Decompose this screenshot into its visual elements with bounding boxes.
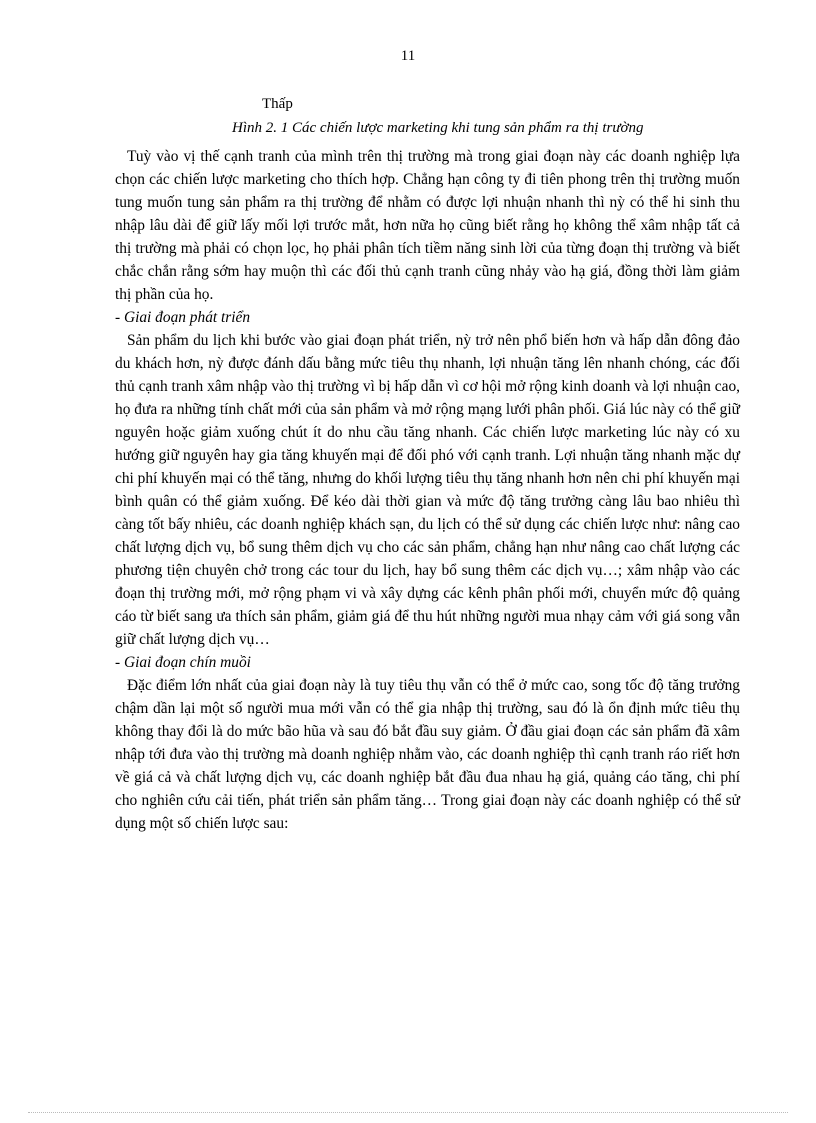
section-heading-growth: - Giai đoạn phát triển xyxy=(115,309,251,326)
page-bottom-divider xyxy=(28,1112,788,1113)
figure-axis-label: Thấp xyxy=(262,96,293,112)
paragraph-maturity: Đặc điểm lớn nhất của giai đoạn này là tuy tiêu thụ vẫn có thể ở mức cao, song tốc độ tăng trưởng chậm dần lại một số người mua mới vẫn có thể gia nhập thị trường, sau đó là ổn định mức tiêu thụ không thay đổi là do mức bão hũa và sau đó bắt đầu suy giảm. Ở đầu giai đoạn các sản phẩm đã xâm nhập tới đưa vào thị trường mà doanh nghiệp nhằm vào, các doanh nghiệp thì cạnh tranh ráo riết hơn về giá cả và chất lượng dịch vụ, các doanh nghiệp bắt đầu đua nhau hạ giá, quảng cáo tăng, chi phí cho nghiên cứu cải tiến, phát triển sản phẩm tăng… Trong giai đoạn này các doanh nghiệp có thể sử dụng một số chiến lược sau: xyxy=(115,677,740,832)
section-heading-maturity: - Giai đoạn chín muồi xyxy=(115,654,251,671)
page-number: 11 xyxy=(400,48,416,64)
paragraph-growth: Sản phẩm du lịch khi bước vào giai đoạn phát triển, nỳ trở nên phổ biến hơn và hấp dẫn đông đảo du khách hơn, nỳ được đánh dấu bằng mức tiêu thụ nhanh, lợi nhuận tăng lên nhanh chóng, các đối thủ cạnh tranh xâm nhập vào thị trường vì bị hấp dẫn vì cơ hội mở rộng kinh doanh và lợi nhuận cao, họ đưa ra những tính chất mới của sản phẩm và mở rộng mạng lưới phân phối. Giá lúc này có thể giữ nguyên hoặc giảm xuống chút ít do nhu cầu tăng nhanh. Các chiến lược marketing lúc này có xu hướng giữ nguyên hay gia tăng khuyến mại để đối phó với cạnh tranh. Lợi nhuận tăng nhanh mặc dự chi phí khuyến mại có thể tăng, nhưng do khối lượng tiêu thụ tăng nhanh hơn nên chi phí khuyến mại bình quân có thể giảm xuống. Để kéo dài thời gian và mức độ tăng trưởng càng lâu bao nhiêu thì càng tốt bấy nhiêu, các doanh nghiệp khách sạn, du lịch có thể sử dụng các chiến lược như: nâng cao chất lượng dịch vụ, bổ sung thêm dịch vụ cho các sản phẩm, chẳng hạn như nâng cao chất lượng các phương tiện chuyên chở trong các tour du lịch, hay bổ sung thêm các dịch vụ…; xâm nhập vào các đoạn thị trường mới, mở rộng phạm vi và xây dựng các kênh phân phối mới, chuyển mức độ quảng cáo từ biết sang ưa thích sản phẩm, giảm giá để thu hút những người mua nhạy cảm với giá song vẫn giữ chất lượng dịch vụ… xyxy=(115,332,740,648)
paragraph-intro: Tuỳ vào vị thế cạnh tranh của mình trên thị trường mà trong giai đoạn này các doanh nghiệp lựa chọn các chiến lược marketing cho thích hợp. Chẳng hạn công ty đi tiên phong trên thị trường muốn tung muốn tung sản phẩm ra thị trường để nhằm có được lợi nhuận nhanh thì nỳ có thể hi sinh thu nhập lâu dài để giữ lấy mối lợi trước mắt, hơn nữa họ cũng biết rằng họ không thể xâm nhập tất cả thị trường mà phải có chọn lọc, họ phải phân tích tiềm năng sinh lời của từng đoạn thị trường và biết chắc chắn rằng sớm hay muộn thì các đối thủ cạnh tranh cũng nhảy vào hạ giá, đồng thời làm giảm thị phần của họ. xyxy=(115,148,740,303)
figure-caption: Hình 2. 1 Các chiến lược marketing khi tung sản phẩm ra thị trường xyxy=(232,120,644,136)
body-text xyxy=(115,145,740,835)
